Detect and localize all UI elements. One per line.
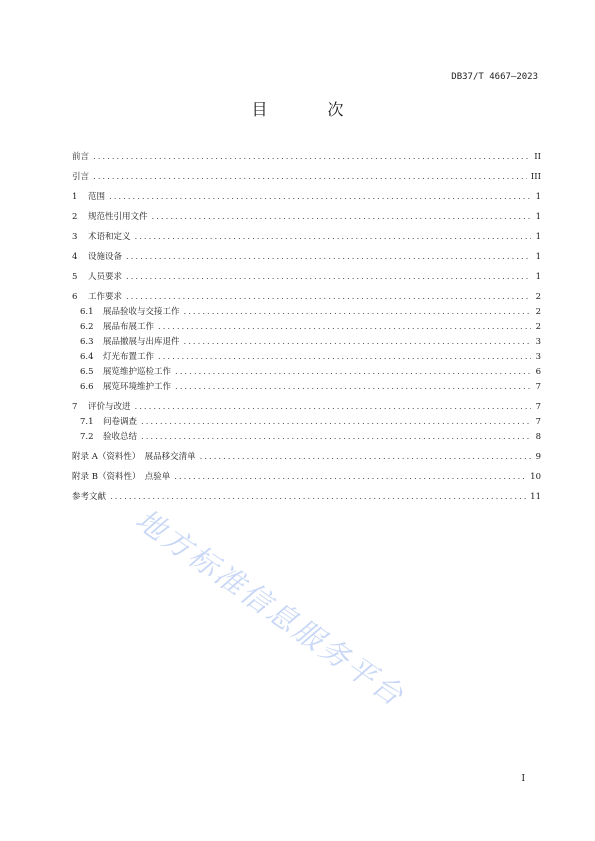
dot-leader (93, 172, 527, 182)
toc-entry-label: 工作要求 (88, 292, 123, 302)
toc-entry-number: 3 (72, 232, 78, 242)
dot-leader (126, 292, 531, 302)
toc-entry-number: 6.6 (80, 382, 94, 392)
toc-entry-label: 展览环境维护工作 (103, 382, 172, 392)
toc-entry-page: 1 (535, 212, 541, 222)
toc-subentry[interactable] (72, 350, 541, 365)
toc-entry-number: 6.3 (80, 337, 94, 347)
toc-entry-number: 2 (72, 212, 78, 222)
dot-leader (135, 232, 531, 242)
toc-subentry[interactable] (72, 335, 541, 350)
toc-entry-label: 附录 B（资料性） 点验单 (72, 472, 171, 482)
toc-entry-number: 4 (72, 252, 78, 262)
toc-entry-label: 范围 (88, 192, 106, 202)
watermark: 地方标准信息服务平台 (129, 502, 412, 714)
toc-entry[interactable] (72, 400, 541, 415)
toc-subentry[interactable] (72, 365, 541, 380)
toc-subentry[interactable] (72, 380, 541, 400)
toc-entry-number: 7 (72, 402, 78, 412)
dot-leader (126, 272, 531, 282)
toc-title: 目 次 (251, 100, 366, 119)
toc-entry-label: 设施设备 (88, 252, 123, 262)
toc-subentry[interactable] (72, 320, 541, 335)
toc-entry-page: 9 (535, 452, 541, 462)
toc-subentry[interactable] (72, 430, 541, 450)
toc-entry-label: 展览维护巡检工作 (103, 367, 172, 377)
toc-entry-label: 附录 A（资料性） 展品移交清单 (72, 452, 196, 462)
toc-entry-label: 展品布展工作 (103, 322, 155, 332)
dot-leader (184, 337, 531, 347)
toc-entry-label: 人员要求 (88, 272, 123, 282)
toc-entry-label: 前言 (72, 152, 90, 162)
toc-entry-label: 规范性引用文件 (88, 212, 148, 222)
toc-entry-number: 6.4 (80, 352, 94, 362)
toc-entry-page: 7 (535, 417, 541, 427)
toc-entry-number: 7.1 (80, 417, 94, 427)
toc-entry[interactable] (72, 270, 541, 290)
toc-entry-page: 11 (530, 492, 541, 502)
dot-leader (141, 417, 531, 427)
toc-entry-label: 灯光布置工作 (103, 352, 155, 362)
toc-subentry[interactable] (72, 415, 541, 430)
toc-entry[interactable] (72, 150, 541, 170)
toc-entry-page: 8 (535, 432, 541, 442)
dot-leader (109, 192, 531, 202)
toc-entry-number: 1 (72, 192, 78, 202)
toc-entry[interactable] (72, 470, 541, 490)
dot-leader (174, 472, 526, 482)
toc-entry-label: 问卷调查 (103, 417, 138, 427)
toc-entry-page: 1 (535, 192, 541, 202)
table-of-contents (72, 150, 541, 510)
dot-leader (93, 152, 530, 162)
dot-leader (200, 452, 531, 462)
toc-entry-page: 6 (535, 367, 541, 377)
dot-leader (110, 492, 526, 502)
document-code: DB37/T 4667—2023 (451, 72, 538, 82)
dot-leader (175, 367, 531, 377)
toc-entry-number: 7.2 (80, 432, 94, 442)
toc-entry[interactable] (72, 250, 541, 270)
toc-entry-page: 2 (535, 292, 541, 302)
toc-entry-page: III (530, 172, 541, 182)
page-number: I (521, 774, 525, 784)
toc-entry[interactable] (72, 190, 541, 210)
toc-entry-label: 术语和定义 (88, 232, 131, 242)
dot-leader (152, 212, 531, 222)
dot-leader (158, 352, 531, 362)
toc-entry-page: 10 (530, 472, 541, 482)
toc-entry-number: 6.1 (80, 307, 94, 317)
dot-leader (141, 432, 531, 442)
toc-entry-label: 展品撤展与出库退件 (103, 337, 180, 347)
dot-leader (135, 402, 531, 412)
toc-entry-page: 3 (535, 337, 541, 347)
toc-entry-page: 1 (535, 272, 541, 282)
toc-entry-number: 5 (72, 272, 78, 282)
dot-leader (158, 322, 531, 332)
toc-entry-label: 展品验收与交接工作 (103, 307, 180, 317)
toc-entry-page: II (534, 152, 541, 162)
toc-entry[interactable] (72, 450, 541, 470)
toc-entry-page: 1 (535, 252, 541, 262)
toc-entry-number: 6 (72, 292, 78, 302)
toc-entry[interactable] (72, 170, 541, 190)
toc-subentry[interactable] (72, 305, 541, 320)
dot-leader (126, 252, 531, 262)
toc-entry-page: 2 (535, 307, 541, 317)
toc-entry[interactable] (72, 490, 541, 510)
toc-entry-page: 2 (535, 322, 541, 332)
toc-entry-label: 评价与改进 (88, 402, 131, 412)
dot-leader (175, 382, 531, 392)
toc-entry-page: 1 (535, 232, 541, 242)
toc-entry[interactable] (72, 290, 541, 305)
toc-entry[interactable] (72, 230, 541, 250)
toc-entry-number: 6.2 (80, 322, 94, 332)
toc-entry-label: 验收总结 (103, 432, 138, 442)
dot-leader (184, 307, 531, 317)
toc-entry[interactable] (72, 210, 541, 230)
toc-entry-page: 7 (535, 402, 541, 412)
toc-entry-page: 3 (535, 352, 541, 362)
toc-entry-label: 引言 (72, 172, 90, 182)
toc-entry-page: 7 (535, 382, 541, 392)
toc-entry-label: 参考文献 (72, 492, 107, 502)
toc-entry-number: 6.5 (80, 367, 94, 377)
